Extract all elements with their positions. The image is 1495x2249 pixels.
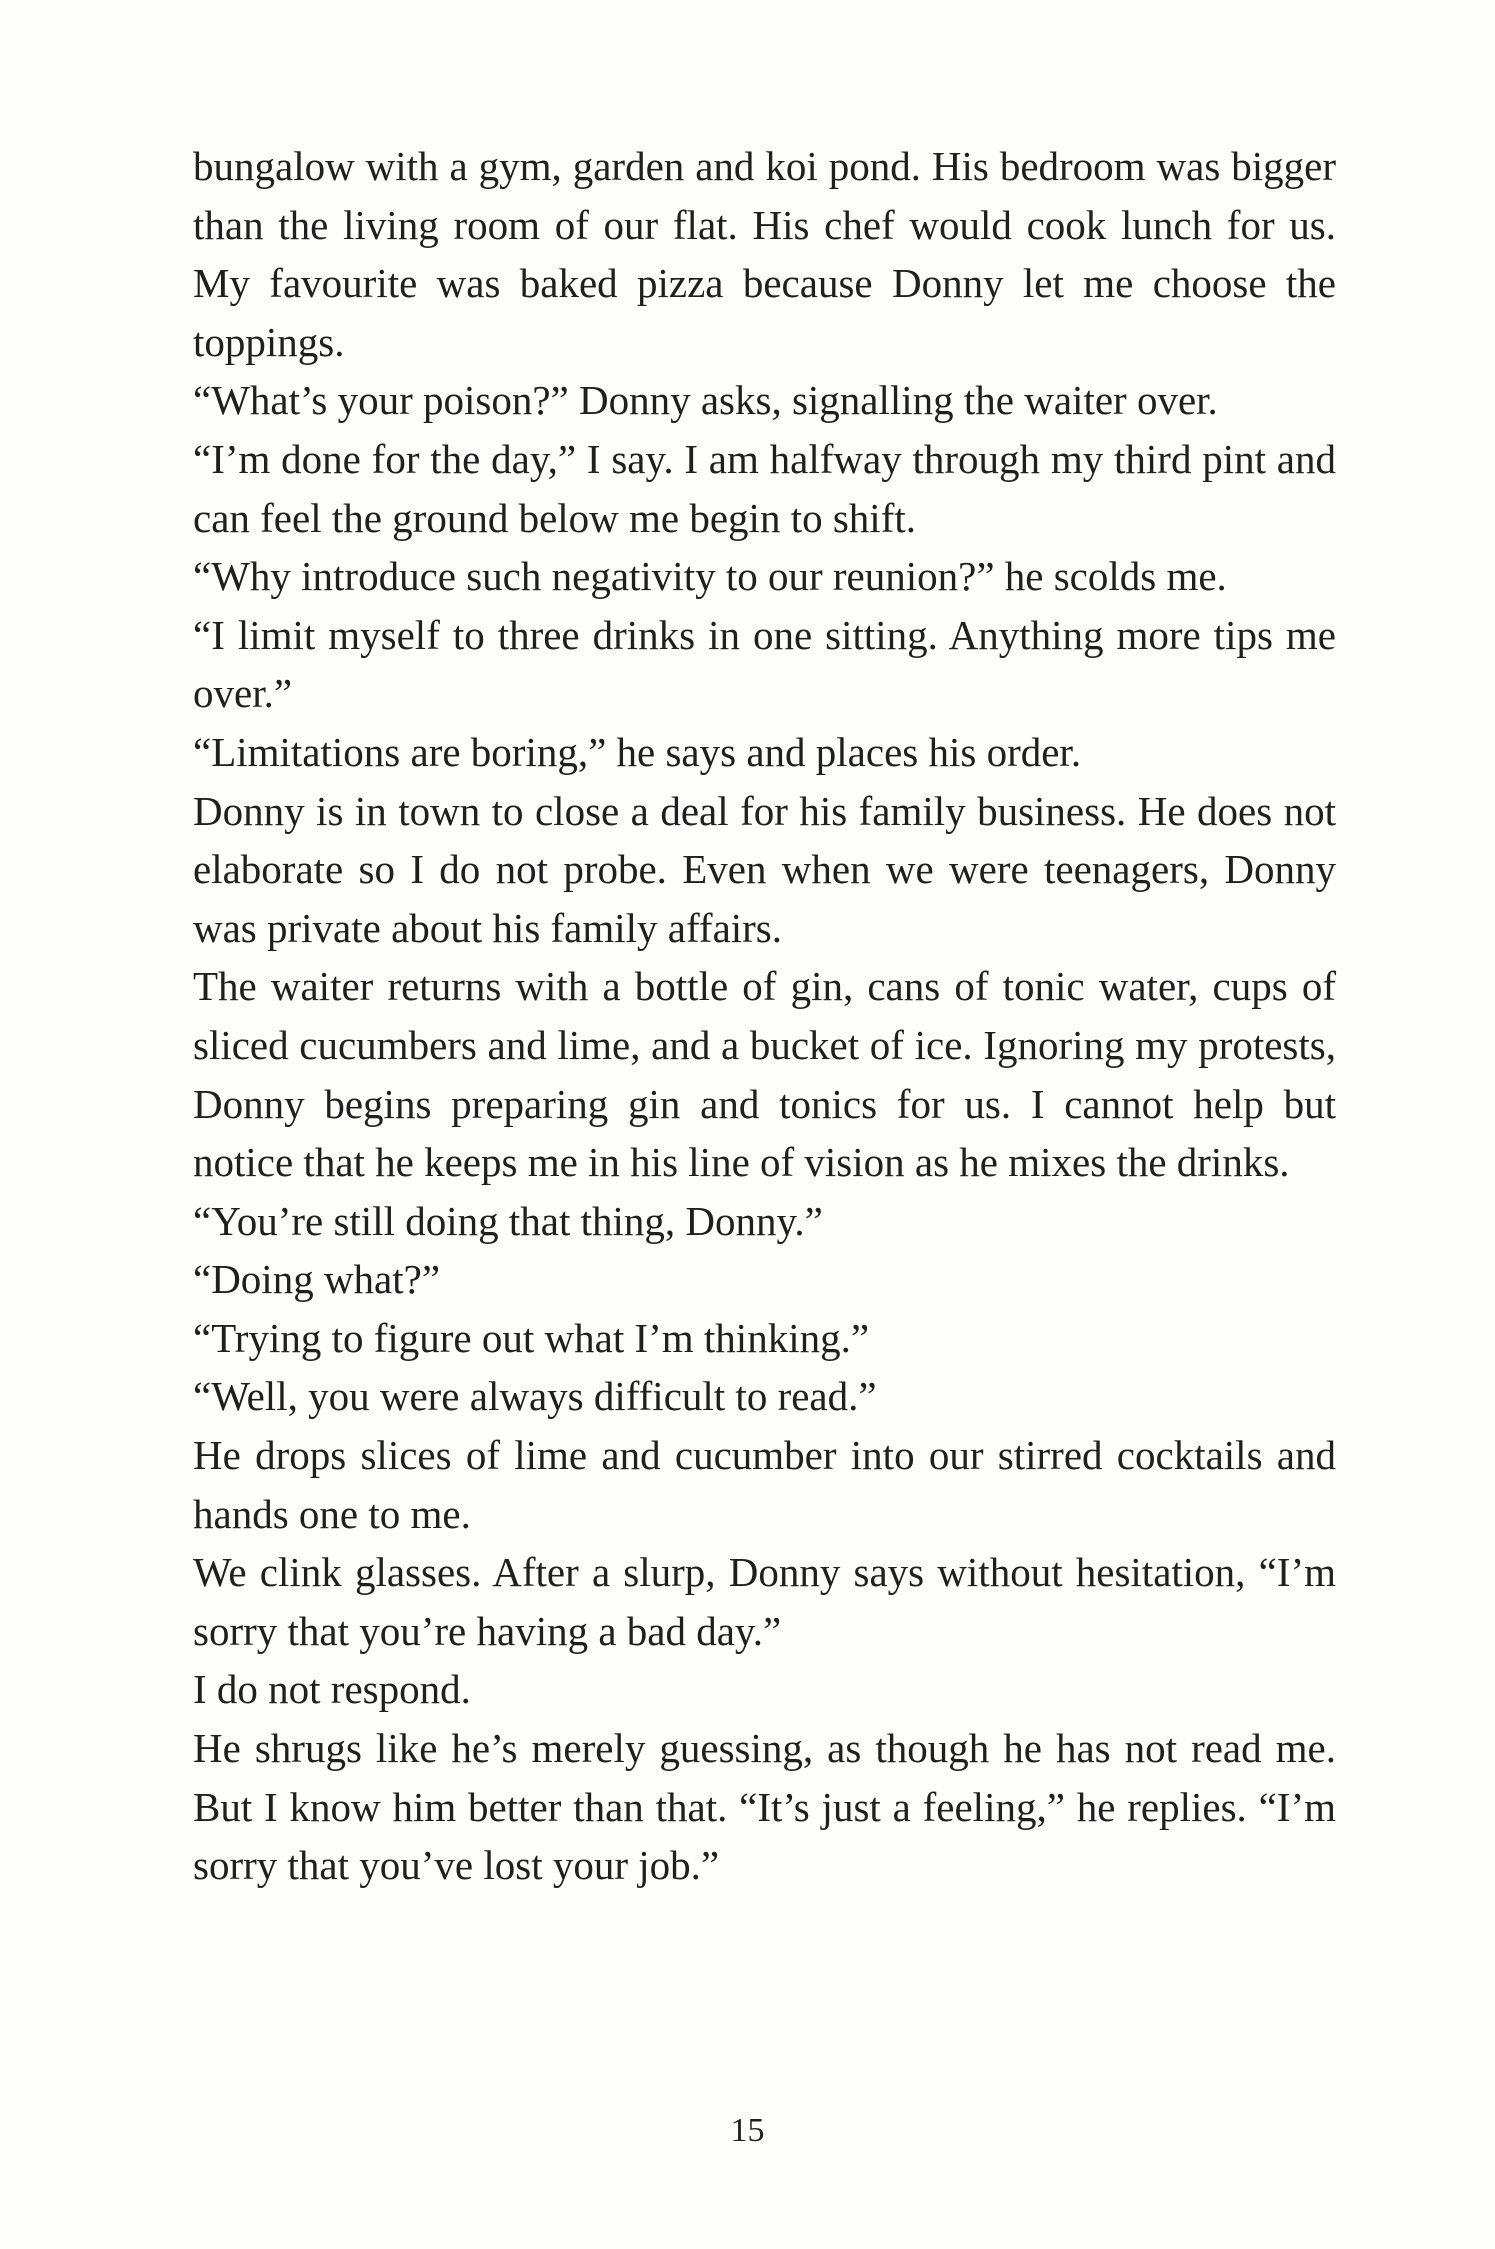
paragraph: bungalow with a gym, garden and koi pond. His bedroom was bigger than the living room of our flat. His chef would cook lunch for us. My favourite was baked pizza because Donny let me choose the toppings. xyxy=(193,143,1336,365)
paragraph: “Doing what?” xyxy=(193,1256,441,1303)
paragraph: “I’m done for the day,” I say. I am halfway through my third pint and can feel the ground below me begin to shift. xyxy=(193,435,1336,541)
paragraph: “Why introduce such negativity to our reunion?” he scolds me. xyxy=(193,553,1227,600)
paragraph: “Limitations are boring,” he says and places his order. xyxy=(193,728,1082,775)
paragraph: He drops slices of lime and cucumber into our stirred cocktails and hands one to me. xyxy=(193,1432,1336,1537)
paragraph: We clink glasses. After a slurp, Donny says without hesitation, “I’m sorry that you’re having a bad day.” xyxy=(193,1549,1336,1654)
paragraph: Donny is in town to close a deal for his family business. He does not elaborate so I do not probe. Even when we were teenagers, Donny was private about his family affairs. xyxy=(193,787,1336,951)
paragraph: “You’re still doing that thing, Donny.” xyxy=(193,1197,823,1244)
page-number: 15 xyxy=(730,2112,765,2149)
paragraph: “Trying to figure out what I’m thinking.” xyxy=(193,1314,870,1361)
paragraph: “Well, you were always difficult to read.” xyxy=(193,1373,877,1420)
paragraph: He shrugs like he’s merely guessing, as though he has not read me. But I know him better than that. “It’s just a feeling,” he replies. “I’m sorry that you’ve lost your job.” xyxy=(193,1725,1336,1889)
body-text xyxy=(193,137,1336,1895)
paragraph: “I limit myself to three drinks in one sitting. Anything more tips me over.” xyxy=(193,611,1336,717)
paragraph: The waiter returns with a bottle of gin, cans of tonic water, cups of sliced cucumbers and lime, and a bucket of ice. Ignoring my protests, Donny begins preparing gin and tonics for us. I cannot help but notice that he keeps me in his line of vision as he mixes the drinks. xyxy=(193,963,1336,1186)
paragraph: I do not respond. xyxy=(193,1666,471,1713)
paragraph: “What’s your poison?” Donny asks, signalling the waiter over. xyxy=(193,377,1218,424)
